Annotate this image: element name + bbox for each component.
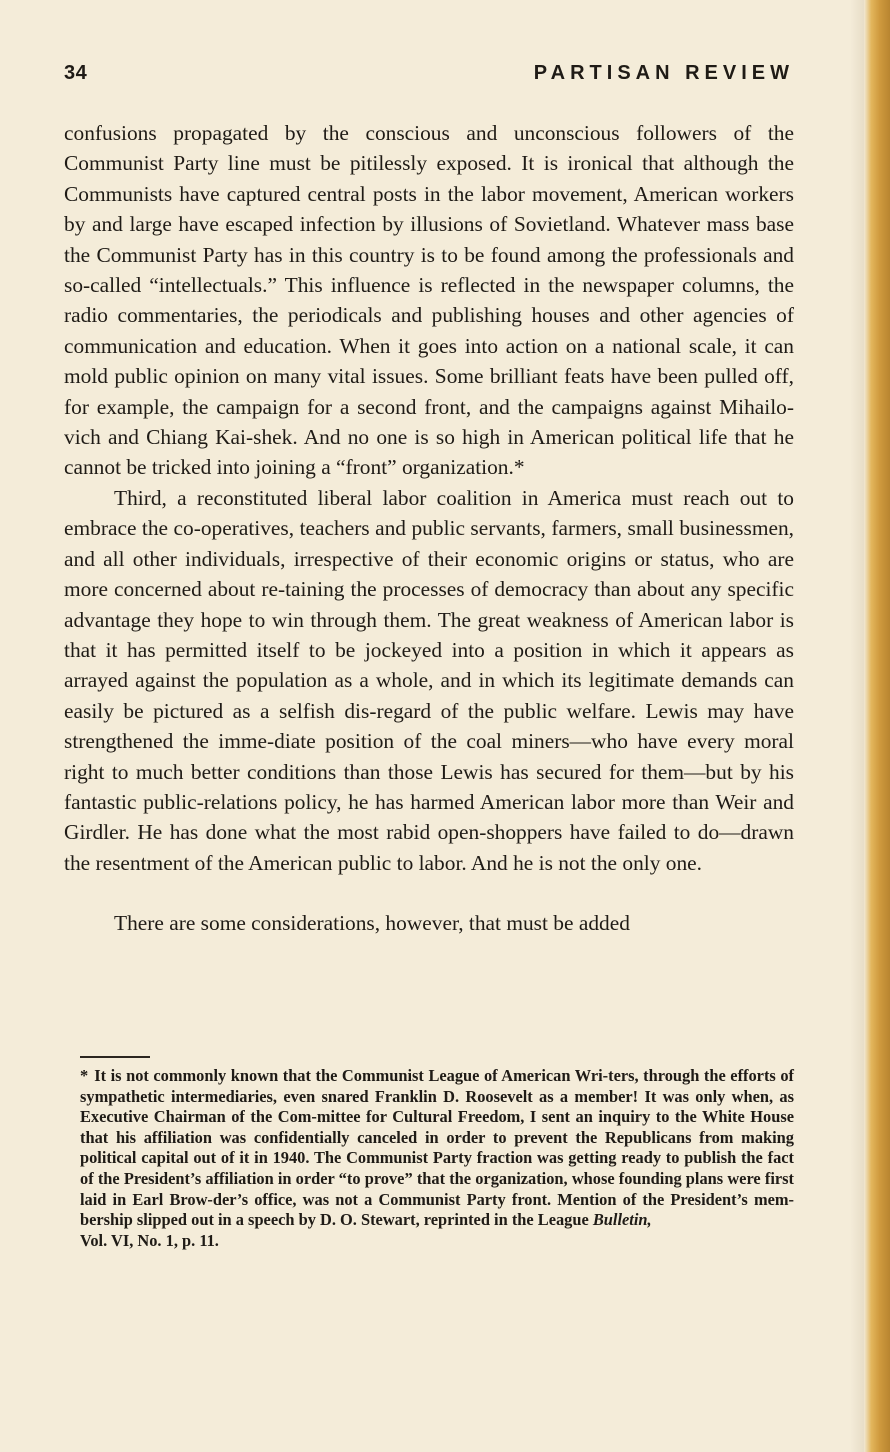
footnote-mark: * (80, 1066, 89, 1085)
footnote-italic-title: Bulletin, (592, 1210, 652, 1230)
page-edge-shadow (850, 0, 864, 1452)
footnote-rule (80, 1056, 150, 1058)
page-edge (864, 0, 890, 1452)
paragraph-1: confusions propagated by the conscious and unconscious followers of the Communist Party line must be pitilessly exposed. It is ironical that although the Communists have captured central posts in the labor movement, American workers by and large have escaped infection by illusions of Sovietland. Whatever mass base the Communist Party has in this country is to be found among the professionals and so-called “intellectuals.” This influence is reflected in the newspaper columns, the radio commentaries, the periodicals and publishing houses and other agencies of communication and education. When it goes into action on a national scale, it can mold public opinion on many vital issues. Some brilliant feats have been pulled off, for example, the campaign for a second front, and the campaigns against Mihailo-vich and Chiang Kai-shek. And no one is so high in American political life that he cannot be tricked into joining a “front” organization.* (64, 121, 794, 480)
footnote-paragraph (80, 1066, 794, 1251)
page-header (64, 62, 794, 92)
footnote-tail: Vol. VI, No. 1, p. 11. (80, 1230, 219, 1250)
running-title: PARTISAN REVIEW (533, 62, 794, 84)
paragraph-2: Third, a reconstituted liberal labor coalition in America must reach out to embrace the co-operatives, teachers and public servants, farmers, small businessmen, and all other individuals, irrespective of their economic origins or status, who are more concerned about re-taining the processes of democracy than about any specific advantage they hope to win through them. The great weakness of American labor is that it has permitted itself to be jockeyed into a position in which it appears as arrayed against the population as a whole, and in which its legitimate demands can easily be pictured as a selfish dis-regard of the public welfare. Lewis may have strengthened the imme-diate position of the coal miners—who have every moral right to much better conditions than those Lewis has secured for them—but by his fantastic public-relations policy, he has harmed American labor more than Weir and Girdler. He has done what the most rabid open-shoppers have failed to do—drawn the resentment of the American public to labor. And he is not the only one. (64, 485, 794, 875)
page-number: 34 (64, 62, 88, 84)
footnote (80, 1066, 794, 1251)
footnote-text: It is not commonly known that the Communist League of American Wri-ters, through the efforts of sympathetic intermediaries, even snared Franklin D. Roosevelt as a member! It was only when, as Executive Chairman of the Com-mittee for Cultural Freedom, I sent an inquiry to the White House that his affiliation was confidentially canceled in order to prevent the Republicans from making political capital out of it in 1940. The Communist Party fraction was getting ready to publish the fact of the President’s affiliation in order “to prove” that the organization, whose founding plans were first laid in Earl Brow-der’s office, was not a Communist Party front. Mention of the President’s mem-bership slipped out in a speech by D. O. Stewart, reprinted in the League (80, 1066, 794, 1230)
paragraph-3: There are some considerations, however, that must be added (114, 911, 630, 936)
body-text (64, 118, 794, 939)
